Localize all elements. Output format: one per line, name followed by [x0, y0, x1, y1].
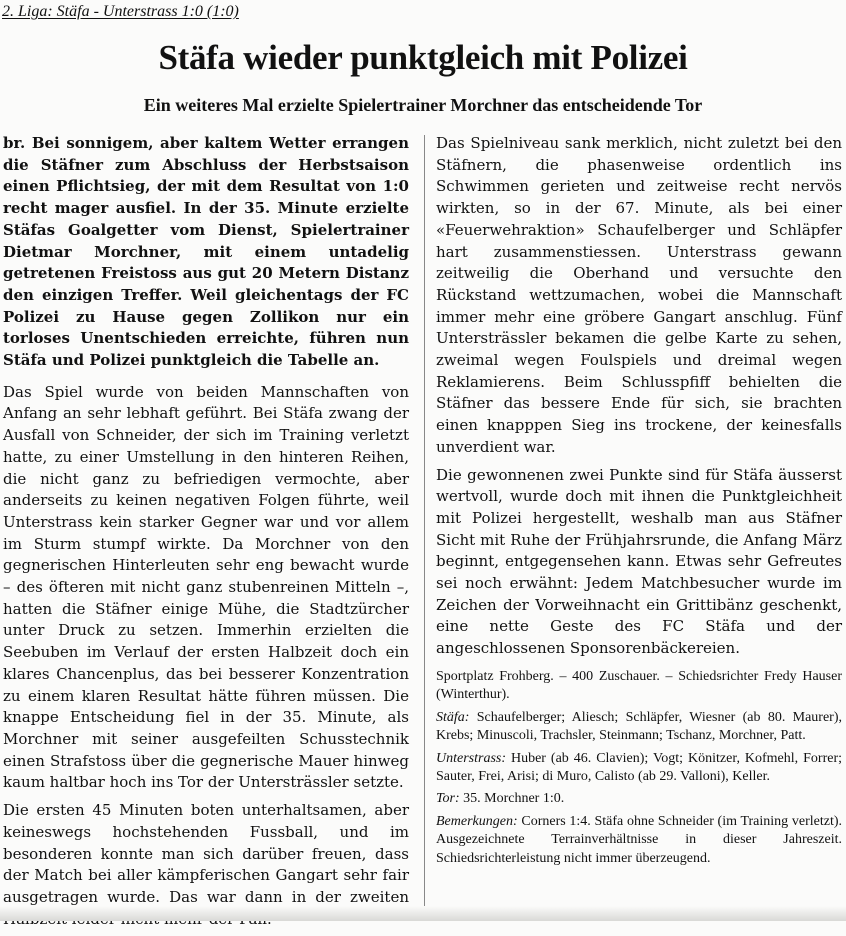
goal-info: [436, 790, 842, 808]
lineup-players: Schaufelberger; Aliesch; Schläpfer, Wiesner (ab 80. Maurer), Krebs; Minuscoli, Trachsler, Steinmann; Tschanz, Morchner, Patt.: [436, 709, 842, 744]
article-column-right: [436, 133, 842, 666]
article-subheadline: Ein weiteres Mal erzielte Spielertrainer Morchner das entscheidende Tor: [143, 95, 703, 115]
article-paragraph: Das Spiel wurde von beiden Mannschaften von Anfang an sehr lebhaft geführt. Bei Stäfa zwang der Ausfall von Schneider, der sich im Training verletzt hatte, zu einer Umstellung in den hinteren Reihen, die nicht ganz zu befriedigen vermochte, aber anderseits zu keinen negativen Folgen führte, weil Unterstrass kein starker Gegner war und vor allem im Sturm stumpf wirkte. Da Morchner von den gegnerischen Hinterleuten sehr eng bewacht wurde – des öfteren mit nicht ganz stubenreinen Mitteln –, hatten die Stäfner einige Mühe, die Stadtzürcher unter Druck zu setzen. Immerhin erzielten die Seebuben im Verlauf der ersten Halbzeit doch ein klares Chancenplus, das bei besserer Konzentration zu einem klaren Resultat hätte führen müssen. Die knappe Entscheidung fiel in der 35. Minute, als Morchner mit seiner ausgefeilten Schusstechnik einen Strafstoss über die gegnerische Mauer hinweg kaum haltbar hoch ins Tor der Untersträssler setzte.: [3, 382, 409, 792]
article-headline: Stäfa wieder punktgleich mit Polizei: [158, 38, 688, 77]
article-paragraph: Das Spielniveau sank merklich, nicht zuletzt bei den Stäfnern, die phasenweise ordentlich ins Schwimmen gerieten und zeitweise recht nervös wirkten, so in der 67. Minute, als bei einer «Feuerwehraktion» Schaufelberger und Schläpfer hart zusammenstiessen. Unterstrass gewann zeitweilig die Oberhand und versuchte den Rückstand wettzumachen, wobei die Mannschaft immer mehr eine gröbere Gangart anschlug. Fünf Untersträssler bekamen die gelbe Karte zu sehen, zweimal wegen Foulspiels und dreimal wegen Reklamierens. Beim Schlusspfiff behielten die Stäfner das bessere Ende für sich, sie brachten einen knapppen Sieg ins trockene, der keinesfalls unverdient war.: [436, 134, 842, 456]
article-column-left: [3, 133, 409, 936]
lineup-unterstrass: [436, 750, 842, 787]
goal-value: 35. Morchner 1:0.: [463, 791, 565, 807]
remarks-text: Corners 1:4. Stäfa ohne Schneider (im Training verletzt). Ausgezeichnete Terrainverhältnisse in dieser Jahreszeit. Schiedsrichterleistung nicht immer überzeugend.: [436, 813, 843, 866]
article-paragraph: Die gewonnenen zwei Punkte sind für Stäfa äusserst wertvoll, wurde doch mit ihnen die Punktgleichheit mit Polizei hergestellt, weshalb man aus Stäfner Sicht mit Ruhe der Frühjahrsrunde, die Anfang März beginnt, entgegensehen kann. Etwas sehr Gefreutes sei noch erwähnt: Jedem Matchbesucher wurde im Zeichen der Vorweihnacht ein Grittibänz geschenkt, eine nette Geste des FC Stäfa und der angeschlossenen Sponsorenbäckereien.: [436, 465, 842, 658]
paper-edge: [0, 906, 846, 921]
remarks-info: [436, 813, 842, 868]
lineup-label: Stäfa:: [436, 709, 470, 725]
goal-label: Tor:: [436, 791, 460, 807]
lineup-staefa: [436, 709, 842, 746]
article-paragraph: Die ersten 45 Minuten boten unterhaltsamen, aber keineswegs hochstehenden Fussball, und im besonderen konnte man sich darüber freuen, dass der Match bei aller kämpferischen Gangart sehr fair ausgetragen wurde. Das war dann in der zweiten: [3, 801, 409, 906]
article-lead: br. Bei sonnigem, aber kaltem Wetter errangen die Stäfner zum Abschluss der Herbstsaison einen Pflichtsieg, der mit dem Resultat von 1:0 recht mager ausfiel. In der 35. Minute erzielte Stäfas Goalgetter vom Dienst, Spielertrainer Dietmar Morchner, mit einem untadelig getretenen Freistoss aus gut 20 Metern Distanz den einzigen Treffer. Weil gleichentags der FC Polizei zu Hause gegen Zollikon nur ein torloses Unentschieden erreichte, führen nun Stäfa und Polizei punktgleich die Tabelle an.: [3, 134, 409, 370]
match-info-box: [436, 668, 842, 872]
lineup-players: Huber (ab 46. Clavien); Vogt; Könitzer, Kofmehl, Forrer; Sauter, Frei, Arisi; di Muro, Calisto (ab 29. Valloni), Keller.: [436, 750, 842, 785]
venue-info: Sportplatz Frohberg. – 400 Zuschauer. – Schiedsrichter Fredy Hauser (Winterthur).: [436, 669, 842, 703]
remarks-label: Bemerkungen:: [436, 813, 518, 829]
column-divider: [424, 135, 425, 913]
match-kicker: 2. Liga: Stäfa - Unterstrass 1:0 (1:0): [2, 3, 239, 20]
lineup-label: Unterstrass:: [436, 750, 507, 766]
